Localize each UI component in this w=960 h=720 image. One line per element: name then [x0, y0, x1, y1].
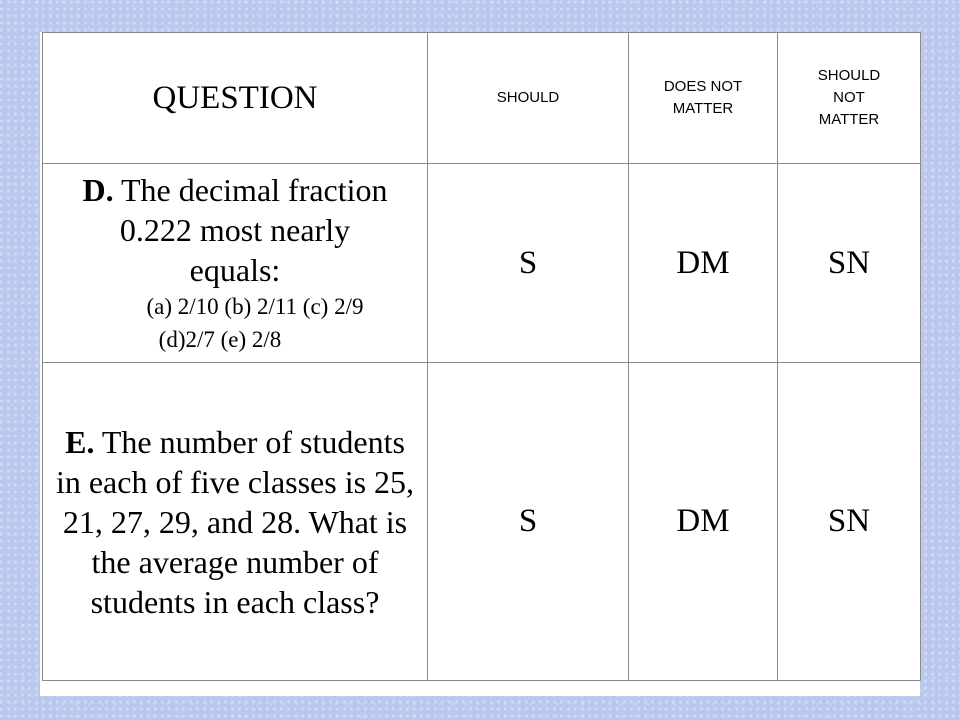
- question-text: The number of students in each of five classes is 25, 21, 27, 29, and 28. What is the average number of students in each class?: [55, 423, 415, 620]
- question-table: [42, 32, 921, 681]
- question-cell-e: [43, 363, 428, 681]
- header-question: QUESTION: [43, 33, 428, 164]
- header-should: SHOULD: [428, 33, 629, 164]
- answer-sn[interactable]: SN: [778, 164, 921, 363]
- question-options-line2: (d)2/7 (e) 2/8: [158, 327, 282, 352]
- question-text: The decimal fraction 0.222 most nearly equals:: [119, 172, 388, 288]
- answer-dm[interactable]: DM: [629, 363, 778, 681]
- answer-s[interactable]: S: [428, 363, 629, 681]
- answer-s[interactable]: S: [428, 164, 629, 363]
- header-should-not-matter-label: SHOULD NOT MATTER: [817, 67, 881, 128]
- question-cell-d: [43, 164, 428, 363]
- question-letter: E.: [65, 423, 95, 460]
- table-row: [43, 363, 921, 681]
- content-panel: [40, 32, 920, 696]
- table-row: [43, 164, 921, 363]
- header-should-not-matter: [778, 33, 921, 164]
- header-does-not-matter: [629, 33, 778, 164]
- table-header-row: [43, 33, 921, 164]
- header-does-not-matter-label: DOES NOT MATTER: [663, 78, 743, 117]
- question-letter: D.: [82, 172, 114, 208]
- question-options-line1: (a) 2/10 (b) 2/11 (c) 2/9: [146, 294, 364, 319]
- answer-sn[interactable]: SN: [778, 363, 921, 681]
- answer-dm[interactable]: DM: [629, 164, 778, 363]
